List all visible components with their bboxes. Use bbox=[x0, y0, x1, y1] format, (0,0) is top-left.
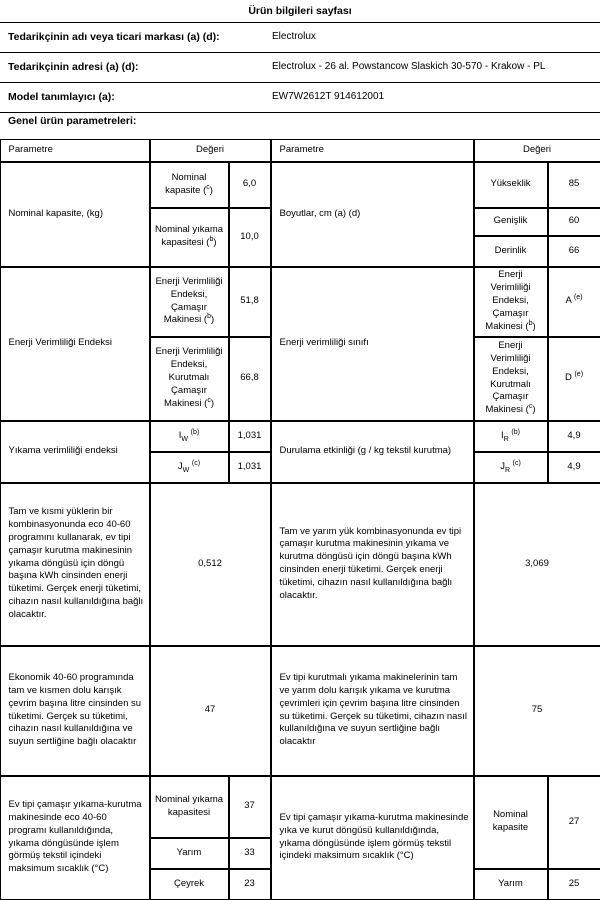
height-value: 85 bbox=[548, 162, 600, 208]
energy-consumption-wash-label: Tam ve kısmi yüklerin bir kombinasyonunda eco 40-60 programını kullanarak, ev tipi çamaşır kurutma makinesinin yıkama döngüsü için döngü başına kWh cinsinden enerji tüketimi. Gerçek enerji tüketimi, cihazın nasıl kullanıldığına bağlı olacaktır. bbox=[0, 483, 150, 646]
water-consumption-wash-value: 47 bbox=[150, 646, 271, 776]
energy-consumption-wash-dry-label: Tam ve yarım yük kombinasyonunda ev tipi çamaşır kurutma makinesinin yıkama ve kurutma döngüsü için döngü başına kWh cinsinden enerji tüketimi. Gerçek enerji tüketimi, cihazın nasıl kullanıldığına bağlı olacaktır. bbox=[271, 483, 474, 646]
energy-class-washer-value: A $^{(e)}$ bbox=[548, 267, 600, 337]
jr-label: $J_R$ $^{(c)}$ bbox=[474, 452, 548, 483]
temp-quarter-value: 23 bbox=[229, 869, 271, 900]
water-consumption-wash-dry-value: 75 bbox=[474, 646, 600, 776]
temp-half-value: 33 bbox=[229, 838, 271, 869]
max-temperature-wash-label: Ev tipi çamaşır yıkama-kurutma makinesinde eco 40-60 programı kullanıldığında, yıkama döngüsünde işlem görmüş tekstil içindeki maksimum sıcaklık (°C) bbox=[0, 776, 150, 900]
jr-value: 4,9 bbox=[548, 452, 600, 483]
ir-value: 4,9 bbox=[548, 421, 600, 452]
ir-label: $I_R$ $^{(b)}$ bbox=[474, 421, 548, 452]
header-value-right: Değeri bbox=[474, 139, 600, 162]
eei-washer-label: Enerji Verimliliği Endeksi, Çamaşır Makinesi ($^b$) bbox=[150, 267, 229, 337]
energy-class-washer-dryer-value: D $^{(e)}$ bbox=[548, 337, 600, 421]
header-param-right: Parametre bbox=[271, 139, 474, 162]
energy-class-washer-dryer-label: Enerji Verimliliği Endeksi, Kurutmalı Çamaşır Makinesi ($^c$) bbox=[474, 337, 548, 421]
energy-class-washer-label: Enerji Verimliliği Endeksi, Çamaşır Makinesi ($^b$) bbox=[474, 267, 548, 337]
washing-efficiency-label: Yıkama verimliliği endeksi bbox=[0, 421, 150, 483]
page-title: Ürün bilgileri sayfası bbox=[0, 0, 600, 23]
supplier-name-value: Electrolux bbox=[272, 31, 316, 42]
height-label: Yükseklik bbox=[474, 162, 548, 208]
rinsing-effectiveness-label: Durulama etkinliği (g / kg tekstil kurutma) bbox=[271, 421, 474, 483]
supplier-address-label: Tedarikçinin adresi (a) (d): bbox=[8, 61, 139, 73]
nominal-capacity-value: 6,0 bbox=[229, 162, 271, 208]
supplier-address-value: Electrolux - 26 al. Powstancow Slaskich 30-570 - Krakow - PL bbox=[272, 61, 546, 72]
eei-washer-dryer-value: 66,8 bbox=[229, 337, 271, 421]
width-value: 60 bbox=[548, 208, 600, 236]
model-id-value: EW7W2612T 914612001 bbox=[272, 91, 385, 102]
water-consumption-wash-label: Ekonomik 40-60 programında tam ve kısmen dolu karışık çevrim başına litre cinsinden su tüketimi. Gerçek su tüketimi, cihazın nasıl kullanıldığına ve suyun sertliğine bağlı olacaktır bbox=[0, 646, 150, 776]
temp-r-nominal-label: Nominal kapasite bbox=[474, 776, 548, 869]
nominal-capacity-label: Nominal kapasite, (kg) bbox=[0, 162, 150, 267]
header-value-left: Değeri bbox=[150, 139, 271, 162]
nominal-wash-capacity-label: Nominal yıkama kapasitesi ($^b$) bbox=[150, 208, 229, 267]
temp-quarter-label: Çeyrek bbox=[150, 869, 229, 900]
model-id-label: Model tanımlayıcı (a): bbox=[8, 91, 115, 103]
temp-nominal-value: 37 bbox=[229, 776, 271, 838]
eei-washer-dryer-label: Enerji Verimliliği Endeksi, Kurutmalı Çamaşır Makinesi ($^c$) bbox=[150, 337, 229, 421]
temp-r-half-value: 25 bbox=[548, 869, 600, 900]
depth-label: Derinlik bbox=[474, 236, 548, 267]
nominal-wash-capacity-value: 10,0 bbox=[229, 208, 271, 267]
temp-half-label: Yarım bbox=[150, 838, 229, 869]
supplier-name-label: Tedarikçinin adı veya ticari markası (a) (d): bbox=[8, 31, 220, 43]
nominal-capacity-sub-label: Nominal kapasite ($^c$) bbox=[150, 162, 229, 208]
energy-efficiency-index-label: Enerji Verimliliği Endeksi bbox=[0, 267, 150, 421]
iw-value: 1,031 bbox=[229, 421, 271, 452]
width-label: Genişlik bbox=[474, 208, 548, 236]
temp-r-half-label: Yarım bbox=[474, 869, 548, 900]
header-param-left: Parametre bbox=[0, 139, 150, 162]
water-consumption-wash-dry-label: Ev tipi kurutmalı yıkama makinelerinin tam ve yarım dolu karışık yıkama ve kurutma çevrimleri için çevrim başına litre cinsinden su tüketimi. Gerçek su tüketimi, cihazın nasıl kullanıldığına ve suyun sertliğine bağlı olacaktır bbox=[271, 646, 474, 776]
depth-value: 66 bbox=[548, 236, 600, 267]
energy-consumption-wash-value: 0,512 bbox=[150, 483, 271, 646]
temp-nominal-label: Nominal yıkama kapasitesi bbox=[150, 776, 229, 838]
iw-label: $I_W$ $^{(b)}$ bbox=[150, 421, 229, 452]
max-temperature-wash-dry-label: Ev tipi çamaşır yıkama-kurutma makinesinde yıka ve kurut döngüsü kullanıldığında, yıkama döngüsünde işlem görmüş tekstil içindeki maksimum sıcaklık (°C) bbox=[271, 776, 474, 900]
eei-washer-value: 51,8 bbox=[229, 267, 271, 337]
general-params-heading: Genel ürün parametreleri: bbox=[8, 115, 137, 127]
dimensions-label: Boyutlar, cm (a) (d) bbox=[271, 162, 474, 267]
energy-class-label: Enerji verimliliği sınıfı bbox=[271, 267, 474, 421]
jw-label: $J_W$ $^{(c)}$ bbox=[150, 452, 229, 483]
energy-consumption-wash-dry-value: 3,069 bbox=[474, 483, 600, 646]
jw-value: 1,031 bbox=[229, 452, 271, 483]
temp-r-nominal-value: 27 bbox=[548, 776, 600, 869]
